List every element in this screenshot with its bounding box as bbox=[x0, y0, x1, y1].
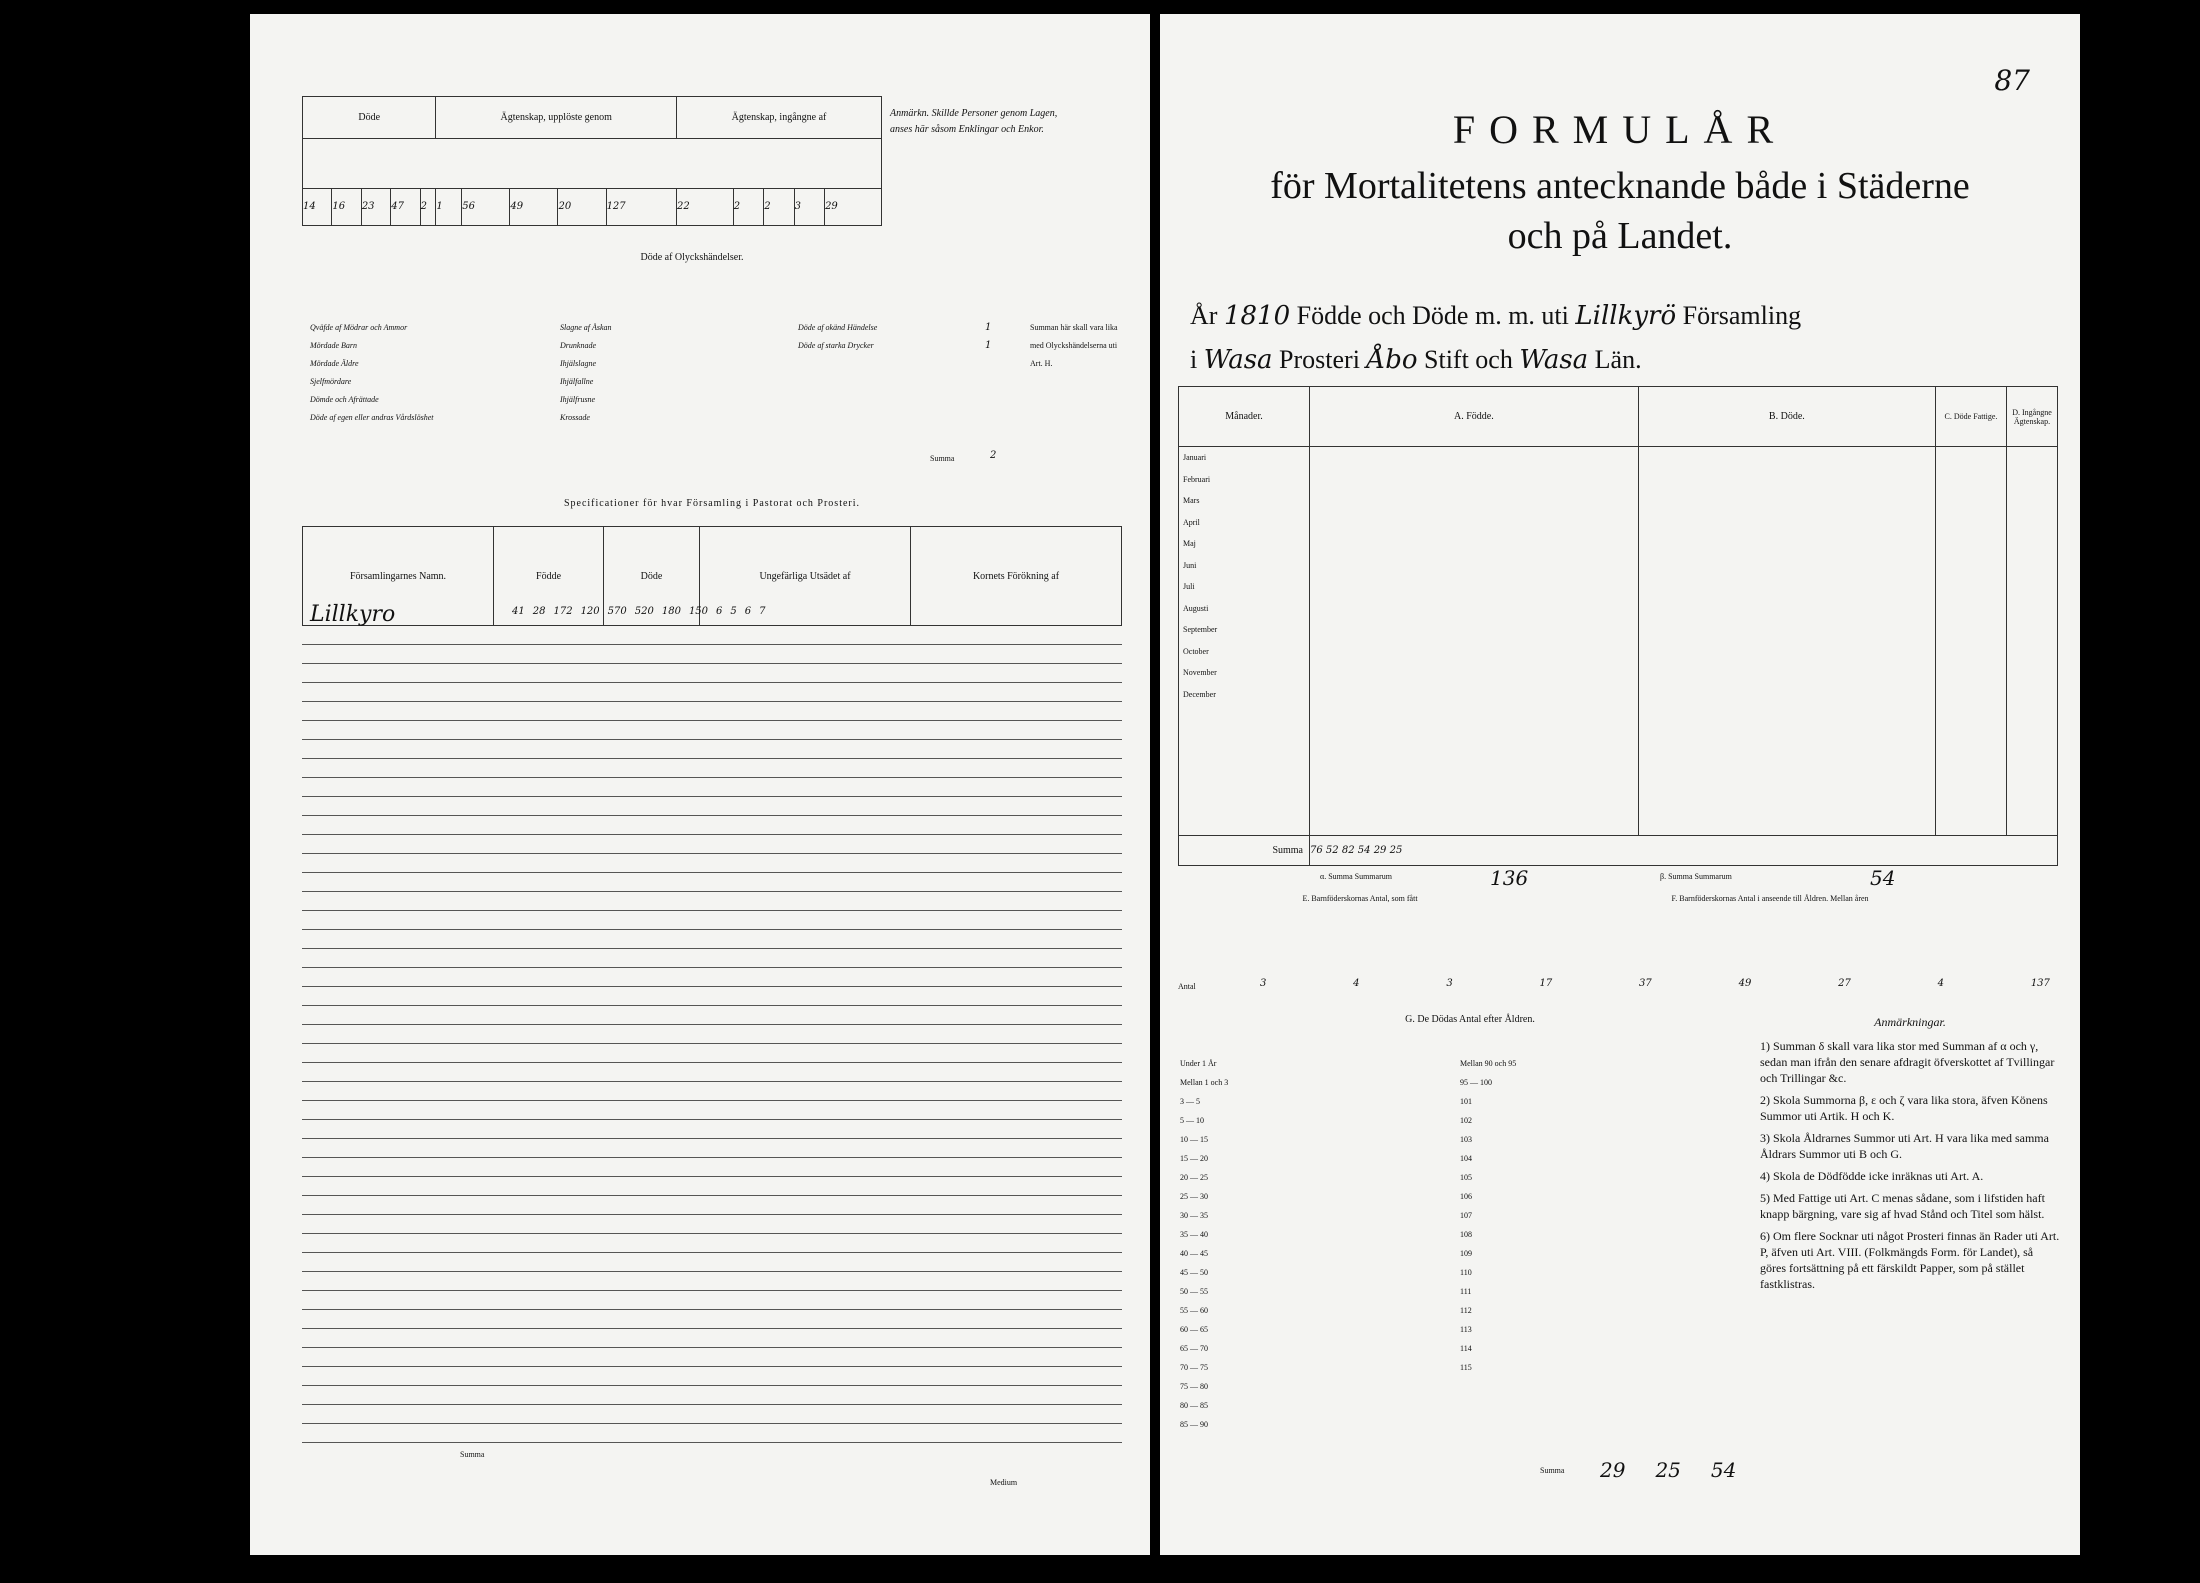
ruled-line bbox=[302, 1348, 1122, 1367]
ruled-line bbox=[302, 778, 1122, 797]
o-col3-values bbox=[985, 319, 1015, 355]
g-row-label: 85 — 90 bbox=[1180, 1420, 1208, 1429]
summa-value: 25 bbox=[1389, 845, 1403, 856]
summa-value: 54 bbox=[1357, 845, 1371, 856]
value-cell: 1 bbox=[436, 188, 462, 225]
g-row-label: 65 — 70 bbox=[1180, 1344, 1208, 1353]
monthly-table bbox=[1178, 386, 2058, 866]
ruled-line bbox=[302, 816, 1122, 835]
g-row-label: Mellan 90 och 95 bbox=[1460, 1059, 1517, 1068]
value-cell: 2 bbox=[764, 188, 794, 225]
l-header: Döde bbox=[303, 97, 436, 139]
g-row-label: Under 1 År bbox=[1180, 1059, 1217, 1068]
n-header: Ägtenskap, ingångne af bbox=[677, 97, 882, 139]
summa-value: 29 bbox=[1373, 845, 1387, 856]
ef-value: 4 bbox=[1937, 978, 1945, 989]
p-medium-label: Medium bbox=[990, 1478, 1018, 1487]
value-cell: 49 bbox=[510, 188, 558, 225]
header-mid: Födde och Döde m. m. uti bbox=[1296, 301, 1569, 330]
e-f-values bbox=[1260, 978, 2050, 989]
ruled-line bbox=[302, 702, 1122, 721]
summa-values bbox=[1310, 836, 2058, 866]
summa-value: 76 bbox=[1310, 845, 1323, 856]
value-cell: 14 bbox=[303, 188, 332, 225]
ruled-line bbox=[302, 1329, 1122, 1348]
g-row-label: 45 — 50 bbox=[1180, 1268, 1208, 1277]
c-header: C. Döde Fattige. bbox=[1936, 387, 2007, 447]
f-header: F. Barnföderskornas Antal i anseende till Åldren. Mellan åren bbox=[1671, 894, 1869, 903]
header-county: Wasa bbox=[1519, 345, 1589, 375]
ruled-line bbox=[302, 1310, 1122, 1329]
p-value: 6 bbox=[716, 606, 723, 617]
g-row-label: 108 bbox=[1460, 1230, 1472, 1239]
o-col2-item: Slagne af Åskan bbox=[560, 323, 612, 332]
right-page bbox=[1160, 14, 2080, 1555]
ruled-line bbox=[302, 664, 1122, 683]
top-note: Anmärkn. Skillde Personer genom Lagen, anses här såsom Enklingar och Enkor. bbox=[890, 108, 1058, 135]
g-row-label: 60 — 65 bbox=[1180, 1325, 1208, 1334]
ruled-line bbox=[302, 854, 1122, 873]
ruled-line bbox=[302, 892, 1122, 911]
g-row-label: 104 bbox=[1460, 1154, 1472, 1163]
ruled-line bbox=[302, 1158, 1122, 1177]
header-ar: År bbox=[1190, 301, 1218, 330]
p-value: 5 bbox=[730, 606, 737, 617]
g-row-label: 113 bbox=[1460, 1325, 1472, 1334]
g-row-label: 110 bbox=[1460, 1268, 1472, 1277]
g-row-label: 25 — 30 bbox=[1180, 1192, 1208, 1201]
value-cell: 56 bbox=[462, 188, 510, 225]
ruled-line bbox=[302, 1101, 1122, 1120]
o-col2-item: Krossade bbox=[560, 413, 590, 422]
o-col1-item: Mördade Barn bbox=[310, 341, 358, 350]
g-row-label: 106 bbox=[1460, 1192, 1472, 1201]
anmarkning-item: 1) Summan δ skall vara lika stor med Summan af α och γ, sedan man ifrån den senare afdragit öfverskottet af Tvillingar och Trillingar &c. bbox=[1760, 1039, 2055, 1085]
g-row-label: 15 — 20 bbox=[1180, 1154, 1208, 1163]
beta-label: β. Summa Summarum bbox=[1660, 872, 1732, 881]
month-label: Januari bbox=[1183, 453, 1207, 462]
g-summa-value: 25 bbox=[1655, 1458, 1681, 1482]
p-col-utsadet: Ungefärliga Utsädet af bbox=[700, 527, 911, 626]
month-label: October bbox=[1183, 646, 1209, 656]
ruled-line bbox=[302, 1044, 1122, 1063]
value-cell: 20 bbox=[558, 188, 606, 225]
o-col3-item: Döde af starka Drycker bbox=[798, 341, 874, 350]
g-rows-right bbox=[1460, 1054, 1580, 1377]
value-cell: 2 bbox=[420, 188, 436, 225]
anmarkningar bbox=[1760, 1014, 2060, 1298]
p-col-name: Församlingarnes Namn. bbox=[303, 527, 494, 626]
summa-value: 82 bbox=[1341, 845, 1355, 856]
ruled-line bbox=[302, 1424, 1122, 1443]
g-row-label: 80 — 85 bbox=[1180, 1401, 1208, 1410]
p-value: 41 bbox=[512, 606, 525, 617]
month-label: Mars bbox=[1183, 496, 1200, 505]
p-value: 180 bbox=[661, 606, 681, 617]
g-row-label: 109 bbox=[1460, 1249, 1472, 1258]
month-label: April bbox=[1183, 517, 1200, 527]
ef-value: 4 bbox=[1353, 978, 1360, 989]
value-cell: 29 bbox=[825, 188, 882, 225]
ruled-line bbox=[302, 626, 1122, 645]
ruled-line bbox=[302, 968, 1122, 987]
top-table bbox=[302, 96, 882, 226]
ruled-line bbox=[302, 721, 1122, 740]
g-row-label: 102 bbox=[1460, 1116, 1472, 1125]
g-row-label: 95 — 100 bbox=[1460, 1078, 1492, 1087]
beta-value: 54 bbox=[1870, 866, 1896, 890]
p-value: 7 bbox=[759, 606, 766, 617]
o-col3 bbox=[798, 319, 948, 355]
p-col-fodde: Födde bbox=[494, 527, 604, 626]
top-values-row bbox=[303, 188, 882, 225]
g-row-label: 111 bbox=[1460, 1287, 1472, 1296]
header-deanery: Wasa bbox=[1203, 345, 1273, 375]
month-label: Maj bbox=[1183, 539, 1196, 548]
ruled-line bbox=[302, 1234, 1122, 1253]
header-forsamling: Församling bbox=[1682, 301, 1802, 330]
anmarkning-item: 3) Skola Åldrarnes Summor uti Art. H vara lika med samma Åldrars Summor uti B och G. bbox=[1760, 1131, 2049, 1161]
ruled-line bbox=[302, 1196, 1122, 1215]
month-label: Augusti bbox=[1183, 603, 1209, 613]
ruled-line bbox=[302, 797, 1122, 816]
o-col1-item: Qväfde af Mödrar och Ammor bbox=[310, 323, 408, 332]
title-formular: FORMULÅR bbox=[1452, 107, 1788, 152]
title-line2: för Mortalitetens antecknande både i Städerne bbox=[1270, 165, 1970, 207]
g-summa-value: 29 bbox=[1600, 1458, 1626, 1482]
g-row-label: 30 — 35 bbox=[1180, 1211, 1208, 1220]
ruled-line bbox=[302, 683, 1122, 702]
g-row-label: 112 bbox=[1460, 1306, 1472, 1315]
ef-value: 137 bbox=[2030, 978, 2050, 989]
anmarkning-item: 4) Skola de Dödfödde icke inräknas uti Art. A. bbox=[1760, 1169, 1984, 1183]
month-label: Juli bbox=[1183, 582, 1195, 591]
p-value: 28 bbox=[532, 606, 546, 617]
g-row-label: 20 — 25 bbox=[1180, 1173, 1208, 1182]
o-col3-item: Döde af okänd Händelse bbox=[798, 323, 878, 332]
ruled-line bbox=[302, 740, 1122, 759]
header-lan: Län. bbox=[1594, 345, 1642, 374]
ruled-line bbox=[302, 1139, 1122, 1158]
header-diocese: Åbo bbox=[1366, 345, 1418, 375]
ruled-line bbox=[302, 1386, 1122, 1405]
page-number: 87 bbox=[1994, 64, 2030, 97]
o-col2-item: Ihjälslagne bbox=[560, 359, 596, 368]
g-row-label: 3 — 5 bbox=[1180, 1097, 1200, 1106]
value-cell: 2 bbox=[733, 188, 763, 225]
o-col1 bbox=[310, 319, 520, 427]
g-row-label: 101 bbox=[1460, 1097, 1472, 1106]
summa-label: Summa bbox=[1179, 836, 1310, 866]
ruled-line bbox=[302, 930, 1122, 949]
g-row-label: 40 — 45 bbox=[1180, 1249, 1208, 1258]
anmarkning-item: 2) Skola Summorna β, ε och ζ vara lika stora, äfven Könens Summor uti Artik. H och K. bbox=[1760, 1093, 2048, 1123]
o-summa-label: Summa bbox=[930, 454, 955, 463]
left-page bbox=[250, 14, 1150, 1555]
g-row-label: 35 — 40 bbox=[1180, 1230, 1208, 1239]
g-summa-values bbox=[1600, 1458, 1736, 1482]
col-manader: Månader. bbox=[1179, 387, 1310, 447]
m-header: Ägtenskap, upplöste genom bbox=[436, 97, 677, 139]
p-row-values bbox=[512, 606, 1072, 617]
ruled-line bbox=[302, 1405, 1122, 1424]
p-value: 570 bbox=[607, 606, 627, 617]
p-value: 172 bbox=[553, 606, 573, 617]
g-row-label: 10 — 15 bbox=[1180, 1135, 1208, 1144]
summa-value: 52 bbox=[1325, 845, 1339, 856]
g-row-label: 55 — 60 bbox=[1180, 1306, 1208, 1315]
ruled-line bbox=[302, 911, 1122, 930]
ef-value: 49 bbox=[1738, 978, 1752, 989]
title-line3: och på Landet. bbox=[1507, 215, 1733, 257]
ruled-line bbox=[302, 1082, 1122, 1101]
months-list bbox=[1179, 447, 1310, 836]
o-col2-item: Ihjälfallne bbox=[560, 377, 594, 386]
month-label: September bbox=[1183, 625, 1218, 634]
antal-label: Antal bbox=[1178, 982, 1196, 991]
ruled-line bbox=[302, 645, 1122, 664]
header-parish: Lillkyrö bbox=[1575, 301, 1677, 331]
g-row-label: 75 — 80 bbox=[1180, 1382, 1208, 1391]
e-header: E. Barnföderskornas Antal, som fått bbox=[1302, 894, 1418, 903]
g-row-label: 70 — 75 bbox=[1180, 1363, 1208, 1372]
ef-value: 3 bbox=[1260, 978, 1267, 989]
anmarkning-item: 5) Med Fattige uti Art. C menas sådane, som i lifstiden haft knapp bärgning, vare sig af hvad Stånd och Titel som hälst. bbox=[1760, 1191, 2045, 1221]
month-label: Februari bbox=[1183, 474, 1211, 484]
ef-value: 37 bbox=[1639, 978, 1652, 989]
ruled-line bbox=[302, 1025, 1122, 1044]
p-col-dode: Döde bbox=[604, 527, 700, 626]
ruled-line bbox=[302, 1253, 1122, 1272]
g-row-label: 114 bbox=[1460, 1344, 1472, 1353]
p-parish-name: Lillkyro bbox=[310, 602, 396, 627]
p-ruled-lines bbox=[302, 626, 1122, 1446]
o-col1-item: Mördade Äldre bbox=[310, 359, 359, 368]
ef-value: 27 bbox=[1838, 978, 1851, 989]
ruled-line bbox=[302, 949, 1122, 968]
ruled-line bbox=[302, 987, 1122, 1006]
header-i: i bbox=[1190, 345, 1198, 374]
ruled-line bbox=[302, 1063, 1122, 1082]
ruled-line bbox=[302, 1291, 1122, 1310]
o-col2 bbox=[560, 319, 730, 427]
p-header: Specificationer för hvar Församling i Pastorat och Prosteri. bbox=[563, 498, 861, 509]
value-cell: 47 bbox=[391, 188, 420, 225]
value-cell: 3 bbox=[794, 188, 824, 225]
d-header: D. Ingångne Ägtenskap. bbox=[2007, 387, 2058, 447]
g-row-label: 103 bbox=[1460, 1135, 1472, 1144]
g-row-label: 115 bbox=[1460, 1363, 1472, 1372]
ef-value: 17 bbox=[1539, 978, 1553, 989]
g-row-label: 107 bbox=[1460, 1211, 1472, 1220]
p-summa-label: Summa bbox=[460, 1450, 485, 1459]
header-stift: Stift och bbox=[1424, 345, 1513, 374]
ruled-line bbox=[302, 873, 1122, 892]
o-col2-item: Ihjälfrusne bbox=[560, 395, 596, 404]
value-cell: 16 bbox=[332, 188, 361, 225]
p-value: 120 bbox=[580, 606, 600, 617]
o-col1-item: Döde af egen eller andras Vårdslöshet bbox=[310, 413, 434, 422]
value-cell: 127 bbox=[606, 188, 676, 225]
g-row-label: 50 — 55 bbox=[1180, 1287, 1208, 1296]
p-col-forokning: Kornets Förökning af bbox=[911, 527, 1122, 626]
o-col1-item: Sjelfmördare bbox=[310, 377, 352, 386]
month-label: December bbox=[1183, 689, 1216, 699]
header-prosteri: Prosteri bbox=[1279, 345, 1360, 374]
o-col3-value: 1 bbox=[985, 340, 992, 351]
ruled-line bbox=[302, 1120, 1122, 1139]
ruled-line bbox=[302, 1177, 1122, 1196]
o-header: Döde af Olyckshändelser. bbox=[640, 252, 744, 263]
ruled-line bbox=[302, 1367, 1122, 1386]
o-col3-value: 1 bbox=[985, 322, 992, 333]
ef-value: 3 bbox=[1446, 978, 1453, 989]
ruled-line bbox=[302, 1006, 1122, 1025]
o-summa-value: 2 bbox=[990, 450, 997, 461]
value-cell: 23 bbox=[361, 188, 390, 225]
ruled-line bbox=[302, 759, 1122, 778]
g-summa-value: 54 bbox=[1710, 1458, 1737, 1482]
p-value: 150 bbox=[688, 606, 709, 617]
header-year: 1810 bbox=[1223, 301, 1291, 331]
anmarkning-item: 6) Om flere Socknar uti något Prosteri finnas än Rader uti Art. P, äfven uti Art. VIII. (Folkmängds Form. för Landet), så göres fortsättning på ett färskildt Papper, som på stället fastklistras. bbox=[1760, 1229, 2060, 1291]
g-rows-left bbox=[1180, 1054, 1370, 1434]
g-row-label: 5 — 10 bbox=[1180, 1116, 1204, 1125]
alpha-label: α. Summa Summarum bbox=[1320, 872, 1392, 881]
ruled-line bbox=[302, 835, 1122, 854]
p-value: 520 bbox=[634, 606, 654, 617]
o-summan-note: Summan här skall vara lika med Olyckshändelserna uti Art. H. bbox=[1030, 323, 1118, 368]
o-col2-item: Drunknade bbox=[560, 341, 596, 350]
ruled-line bbox=[302, 1215, 1122, 1234]
header-block bbox=[1190, 294, 2040, 382]
month-label: Juni bbox=[1183, 560, 1197, 570]
value-cell: 22 bbox=[677, 188, 734, 225]
anmarkningar-header: Anmärkningar. bbox=[1874, 1015, 1946, 1029]
month-label: November bbox=[1183, 668, 1217, 677]
ruled-line bbox=[302, 1272, 1122, 1291]
b-header: B. Döde. bbox=[1638, 387, 1935, 447]
g-summa-label: Summa bbox=[1540, 1466, 1565, 1475]
p-value: 6 bbox=[744, 606, 752, 617]
g-row-label: 105 bbox=[1460, 1173, 1472, 1182]
g-row-label: Mellan 1 och 3 bbox=[1180, 1078, 1229, 1087]
a-header: A. Födde. bbox=[1310, 387, 1639, 447]
g-header: G. De Dödas Antal efter Åldren. bbox=[1405, 1014, 1535, 1025]
o-col1-item: Dömde och Afrättade bbox=[310, 395, 379, 404]
alpha-value: 136 bbox=[1490, 866, 1529, 890]
